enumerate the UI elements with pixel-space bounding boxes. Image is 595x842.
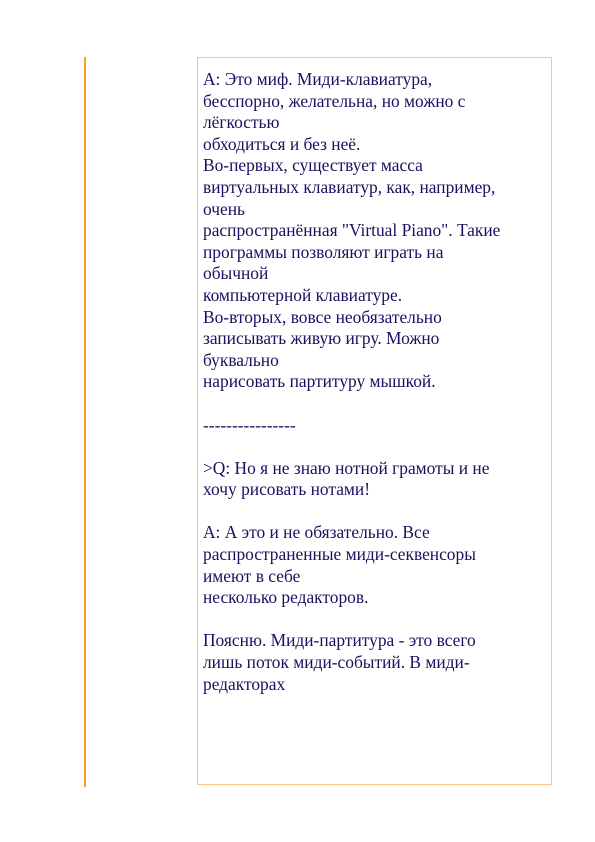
text-line: компьютерной клавиатуре. [203,284,403,305]
text-line: очень [203,198,245,219]
text-line: имеют в себе [203,565,301,586]
text-line: программы позволяют играть на [203,241,444,262]
text-line: Во-вторых, вовсе необязательно [203,306,442,327]
text-line: несколько редакторов. [203,587,369,608]
text-line: нарисовать партитуру мышкой. [203,371,436,392]
text-line: A: А это и не обязательно. Все [203,522,430,543]
text-line: обходиться и без неё. [203,133,361,154]
blank-line [203,393,548,415]
text-line: буквально [203,349,279,370]
text-line: записывать живую игру. Можно [203,328,440,349]
text-line: бесспорно, желательна, но можно с [203,90,466,111]
text-line: распространенные миди-секвенсоры [203,544,476,565]
blank-line [203,609,548,631]
text-line: распространённая "Virtual Piano". Такие [203,220,501,241]
text-line: Поясню. Миди-партитура - это всего [203,630,476,651]
blank-line [203,501,548,523]
text-line: обычной [203,263,269,284]
left-margin-rule [84,57,86,787]
text-line: редакторах [203,673,286,694]
text-line: хочу рисовать нотами! [203,479,371,500]
text-line: A: Это миф. Миди-клавиатура, [203,69,433,89]
text-line: Во-первых, существует масса [203,155,423,176]
faq-text-block [203,69,548,695]
text-line: лёгкостью [203,112,280,133]
blank-line [203,436,548,458]
separator-line: ---------------- [203,414,296,435]
text-line: лишь поток миди-событий. В миди- [203,652,470,673]
text-line: >Q: Но я не знаю нотной грамоты и не [203,457,490,478]
text-line: виртуальных клавиатур, как, например, [203,176,496,197]
